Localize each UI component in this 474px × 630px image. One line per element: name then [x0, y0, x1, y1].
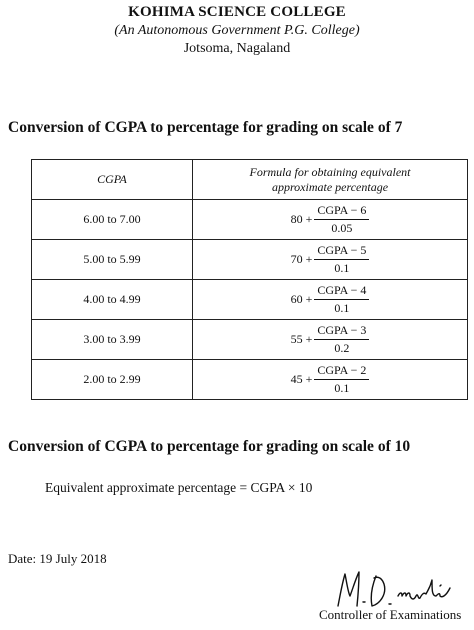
- formula-header-line1: Formula for obtaining equivalent: [249, 164, 411, 179]
- formula-numerator: CGPA − 3: [314, 324, 369, 340]
- formula-denominator: 0.1: [334, 261, 350, 275]
- cgpa-range-cell: 4.00 to 4.99: [32, 280, 193, 320]
- formula-base: 70: [290, 252, 303, 266]
- formula-denominator: 0.1: [334, 381, 350, 395]
- percentage-formula: [291, 284, 370, 315]
- formula-fraction: [314, 324, 369, 355]
- cgpa-range-cell: 6.00 to 7.00: [32, 200, 193, 240]
- controller-title: Controller of Examinations: [319, 607, 462, 622]
- cgpa-range-cell: 3.00 to 3.99: [32, 320, 193, 360]
- table-body: [32, 200, 468, 400]
- college-name: KOHIMA SCIENCE COLLEGE: [128, 4, 346, 20]
- college-subtitle: (An Autonomous Government P.G. College): [114, 23, 360, 38]
- scale-7-heading: Conversion of CGPA to percentage for grading on scale of 7: [8, 119, 403, 136]
- document-date: Date: 19 July 2018: [8, 551, 107, 566]
- percentage-formula: [291, 364, 370, 395]
- signature: [332, 566, 472, 610]
- formula-plus: +: [305, 332, 313, 346]
- formula-cell: [193, 320, 468, 360]
- formula-numerator: CGPA − 2: [314, 364, 369, 380]
- cgpa-range-cell: 5.00 to 5.99: [32, 240, 193, 280]
- formula-cell: [193, 240, 468, 280]
- cgpa-range-cell: 2.00 to 2.99: [32, 360, 193, 400]
- formula-fraction: [314, 244, 369, 275]
- formula-plus: +: [305, 372, 313, 386]
- formula-numerator: CGPA − 5: [314, 244, 369, 260]
- formula-denominator: 0.05: [331, 221, 353, 235]
- formula-column-header: [193, 160, 468, 200]
- formula-fraction: [314, 284, 369, 315]
- formula-plus: +: [305, 212, 313, 226]
- formula-cell: [193, 200, 468, 240]
- formula-fraction: [314, 364, 369, 395]
- formula-base: 45: [290, 372, 303, 386]
- formula-fraction: [314, 204, 369, 235]
- table-row: [32, 200, 468, 240]
- formula-cell: [193, 360, 468, 400]
- table-header-row: [32, 160, 468, 200]
- formula-numerator: CGPA − 6: [314, 204, 369, 220]
- table-row: [32, 360, 468, 400]
- percentage-formula: [291, 324, 370, 355]
- formula-plus: +: [305, 252, 313, 266]
- scale-10-formula: Equivalent approximate percentage = CGPA × 10: [45, 480, 313, 495]
- formula-cell: [193, 280, 468, 320]
- college-location: Jotsoma, Nagaland: [183, 41, 291, 56]
- percentage-formula: [291, 204, 370, 235]
- formula-denominator: 0.1: [334, 301, 350, 315]
- percentage-formula: [291, 244, 370, 275]
- formula-base: 55: [290, 332, 303, 346]
- formula-plus: +: [305, 292, 313, 306]
- table-row: [32, 320, 468, 360]
- formula-numerator: CGPA − 4: [314, 284, 369, 300]
- cgpa-column-header: CGPA: [32, 160, 193, 200]
- table-row: [32, 280, 468, 320]
- formula-base: 80: [290, 212, 303, 226]
- cgpa-conversion-table: [31, 159, 468, 400]
- formula-base: 60: [290, 292, 303, 306]
- scale-10-heading: Conversion of CGPA to percentage for grading on scale of 10: [8, 438, 411, 455]
- table-row: [32, 240, 468, 280]
- formula-header-line2: approximate percentage: [271, 179, 389, 194]
- formula-denominator: 0.2: [334, 341, 350, 355]
